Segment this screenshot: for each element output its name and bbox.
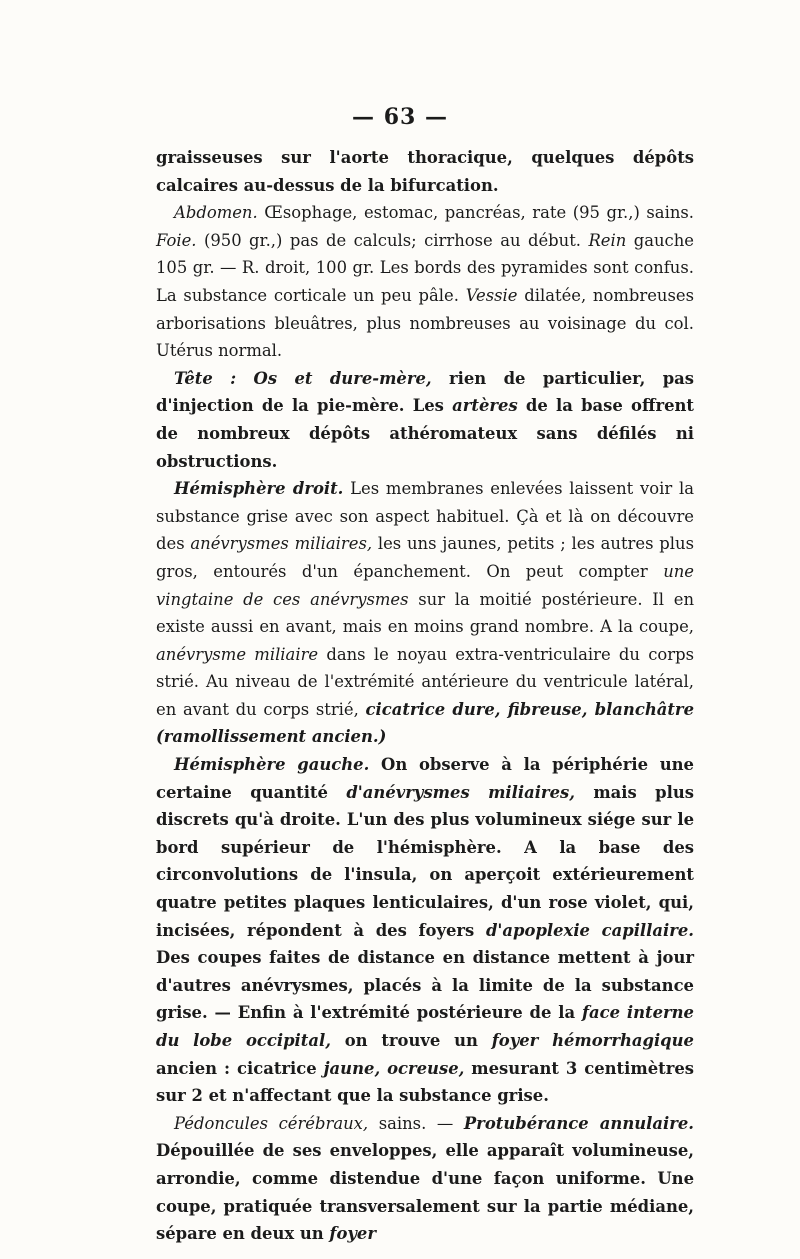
- paragraph: [156, 144, 694, 199]
- italic-text-run: jaune, ocreuse,: [323, 1058, 465, 1078]
- page-body-text: [156, 144, 694, 1248]
- paragraph: [156, 475, 694, 751]
- italic-text-run: Hémisphère droit.: [174, 479, 344, 499]
- text-run: (950 gr.,) pas de calculs; cirrhose au début.: [196, 230, 589, 250]
- text-run: mais plus discrets qu'à droite. L'un des plus volumineux siége sur le bord supérieur de l'hémisphère. A la base des circonvolutions de l'insula, on aperçoit extérieurement quatre petites plaques lenticulaires, d'un rose violet, qui, incisées, répondent à des foyers: [156, 782, 694, 940]
- italic-text-run: Hémisphère gauche.: [174, 755, 370, 775]
- text-run: Les membranes enlevées laissent voir la substance grise avec son aspect habituel. Çà et là on découvre des: [156, 479, 694, 554]
- text-run: Des coupes faites de distance en distance mettent à jour d'autres anévrysmes, placés à la limite de la substance grise. — Enfin à l'extrémité postérieure de la: [156, 948, 694, 1023]
- italic-text-run: Protubérance annulaire.: [463, 1113, 695, 1133]
- italic-text-run: anévrysmes miliaires,: [190, 534, 373, 554]
- text-run: rien de particulier, pas d'injection de la pie-mère. Les: [156, 368, 694, 416]
- text-run: On observe à la périphérie une certaine quantité: [156, 755, 694, 802]
- text-run: Dépouillée de ses enveloppes, elle apparaît volumineuse, arrondie, comme distendue d'une façon uniforme. Une coupe, pratiquée transversalement sur la partie médiane, sépare en deux un: [156, 1141, 694, 1244]
- text-run: mesurant 3 centimètres sur 2 et n'affectant que la substance grise.: [156, 1058, 694, 1106]
- italic-text-run: Abdomen.: [174, 203, 258, 223]
- italic-text-run: Foie.: [156, 230, 197, 250]
- italic-text-run: cicatrice dure, fibreuse, blanchâtre (ramollissement ancien.): [156, 699, 694, 747]
- italic-text-run: anévrysme miliaire: [156, 644, 319, 664]
- paragraph: [156, 365, 694, 475]
- italic-text-run: Pédoncules cérébraux,: [174, 1113, 369, 1133]
- italic-text-run: d'apoplexie capillaire.: [485, 920, 695, 940]
- italic-text-run: foyer: [329, 1224, 376, 1244]
- text-run: on trouve un: [330, 1031, 492, 1050]
- italic-text-run: Tête : Os et dure-mère,: [174, 368, 432, 388]
- paragraph: [156, 751, 694, 1110]
- text-run: les uns jaunes, petits ; les autres plus gros, entourés d'un épanchement. On peut compter: [156, 534, 694, 581]
- italic-text-run: foyer hémorrhagique: [491, 1031, 694, 1050]
- page-number: — 63 —: [352, 104, 448, 130]
- italic-text-run: une vingtaine de ces anévrysmes: [156, 561, 694, 609]
- text-run: dans le noyau extra-ventriculaire du corps strié. Au niveau de l'extrémité antérieure du ventricule latéral, en avant du corps strié,: [156, 644, 694, 719]
- text-run: sains. —: [368, 1113, 464, 1133]
- italic-text-run: Rein: [588, 230, 627, 250]
- text-run: sur la moitié postérieure. Il en existe aussi en avant, mais en moins grand nombre. A la coupe,: [156, 589, 695, 637]
- text-run: ancien : cicatrice: [156, 1058, 324, 1078]
- paragraph: [156, 199, 694, 365]
- text-run: gauche 105 gr. — R. droit, 100 gr. Les bords des pyramides sont confus. La substance corticale un peu pâle.: [156, 230, 694, 305]
- italic-text-run: face interne du lobe occipital,: [156, 1003, 694, 1050]
- paragraph: [156, 1110, 694, 1248]
- text-run: de la base offrent de nombreux dépôts athéromateux sans défilés ni obstructions.: [156, 396, 694, 471]
- italic-text-run: artères: [452, 396, 518, 416]
- italic-text-run: d'anévrysmes miliaires,: [346, 782, 575, 802]
- text-run: Œsophage, estomac, pancréas, rate (95 gr.,) sains.: [257, 203, 694, 223]
- text-run: dilatée, nombreuses arborisations bleuâtres, plus nombreuses au voisinage du col. Utérus normal.: [156, 285, 694, 361]
- text-run: graisseuses sur l'aorte thoracique, quelques dépôts calcaires au-dessus de la bifurcation.: [156, 148, 694, 195]
- italic-text-run: Vessie: [465, 285, 518, 305]
